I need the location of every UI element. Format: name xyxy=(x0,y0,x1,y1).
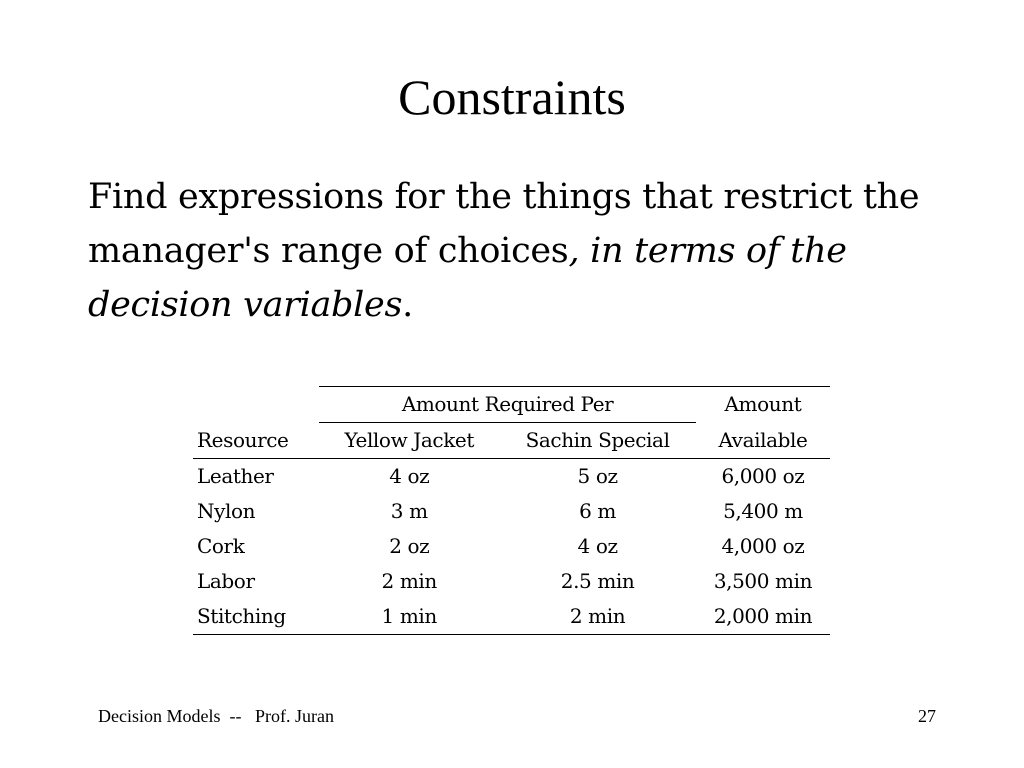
cell-yellow-jacket: 2 oz xyxy=(389,534,430,558)
cell-sachin-special: 2.5 min xyxy=(560,569,635,593)
slide-title: Constraints xyxy=(398,69,626,125)
table-row xyxy=(193,459,830,495)
header-yellow-jacket: Yellow Jacket xyxy=(319,423,499,459)
slide-body-text xyxy=(88,170,948,332)
cell-resource: Leather xyxy=(197,464,274,488)
table-row xyxy=(193,599,830,635)
cell-sachin-special: 2 min xyxy=(499,599,696,635)
cell-available: 2,000 min xyxy=(696,599,830,635)
cell-resource: Cork xyxy=(197,534,245,558)
cell-available: 6,000 oz xyxy=(721,464,805,488)
footer-page-number: 27 xyxy=(918,706,936,726)
cell-sachin-special: 5 oz xyxy=(577,464,618,488)
group-header-amount-required-per: Amount Required Per xyxy=(319,387,696,423)
body-period: . xyxy=(402,285,413,325)
cell-resource: Nylon xyxy=(197,499,256,523)
cell-available: 4,000 oz xyxy=(721,534,805,558)
cell-available: 5,400 m xyxy=(723,499,803,523)
cell-resource: Labor xyxy=(197,569,255,593)
cell-yellow-jacket: 4 oz xyxy=(389,464,430,488)
cell-yellow-jacket: 3 m xyxy=(390,499,428,523)
table-row xyxy=(193,494,830,529)
cell-sachin-special: 6 m xyxy=(579,499,616,523)
table-group-header-row xyxy=(193,387,830,423)
footer-course-label: Decision Models -- Prof. Juran xyxy=(98,706,334,726)
table-header-row xyxy=(193,423,830,459)
body-italic-text: in terms of the decision variables xyxy=(88,231,847,325)
table-corner-cell xyxy=(193,387,319,423)
header-amount: Amount xyxy=(696,387,830,423)
cell-available: 3,500 min xyxy=(713,569,813,593)
header-available: Available xyxy=(696,423,830,459)
table-row xyxy=(193,529,830,564)
body-plain-text: Find expressions for the things that restrict the manager's range of choices xyxy=(88,177,920,271)
cell-yellow-jacket: 1 min xyxy=(319,599,499,635)
cell-resource: Stitching xyxy=(193,599,319,635)
resource-table xyxy=(193,386,830,635)
cell-yellow-jacket: 2 min xyxy=(381,569,437,593)
header-resource: Resource xyxy=(193,423,319,459)
cell-sachin-special: 4 oz xyxy=(577,534,618,558)
body-comma: , xyxy=(568,231,580,271)
table-row xyxy=(193,564,830,599)
header-sachin-special: Sachin Special xyxy=(499,423,696,459)
